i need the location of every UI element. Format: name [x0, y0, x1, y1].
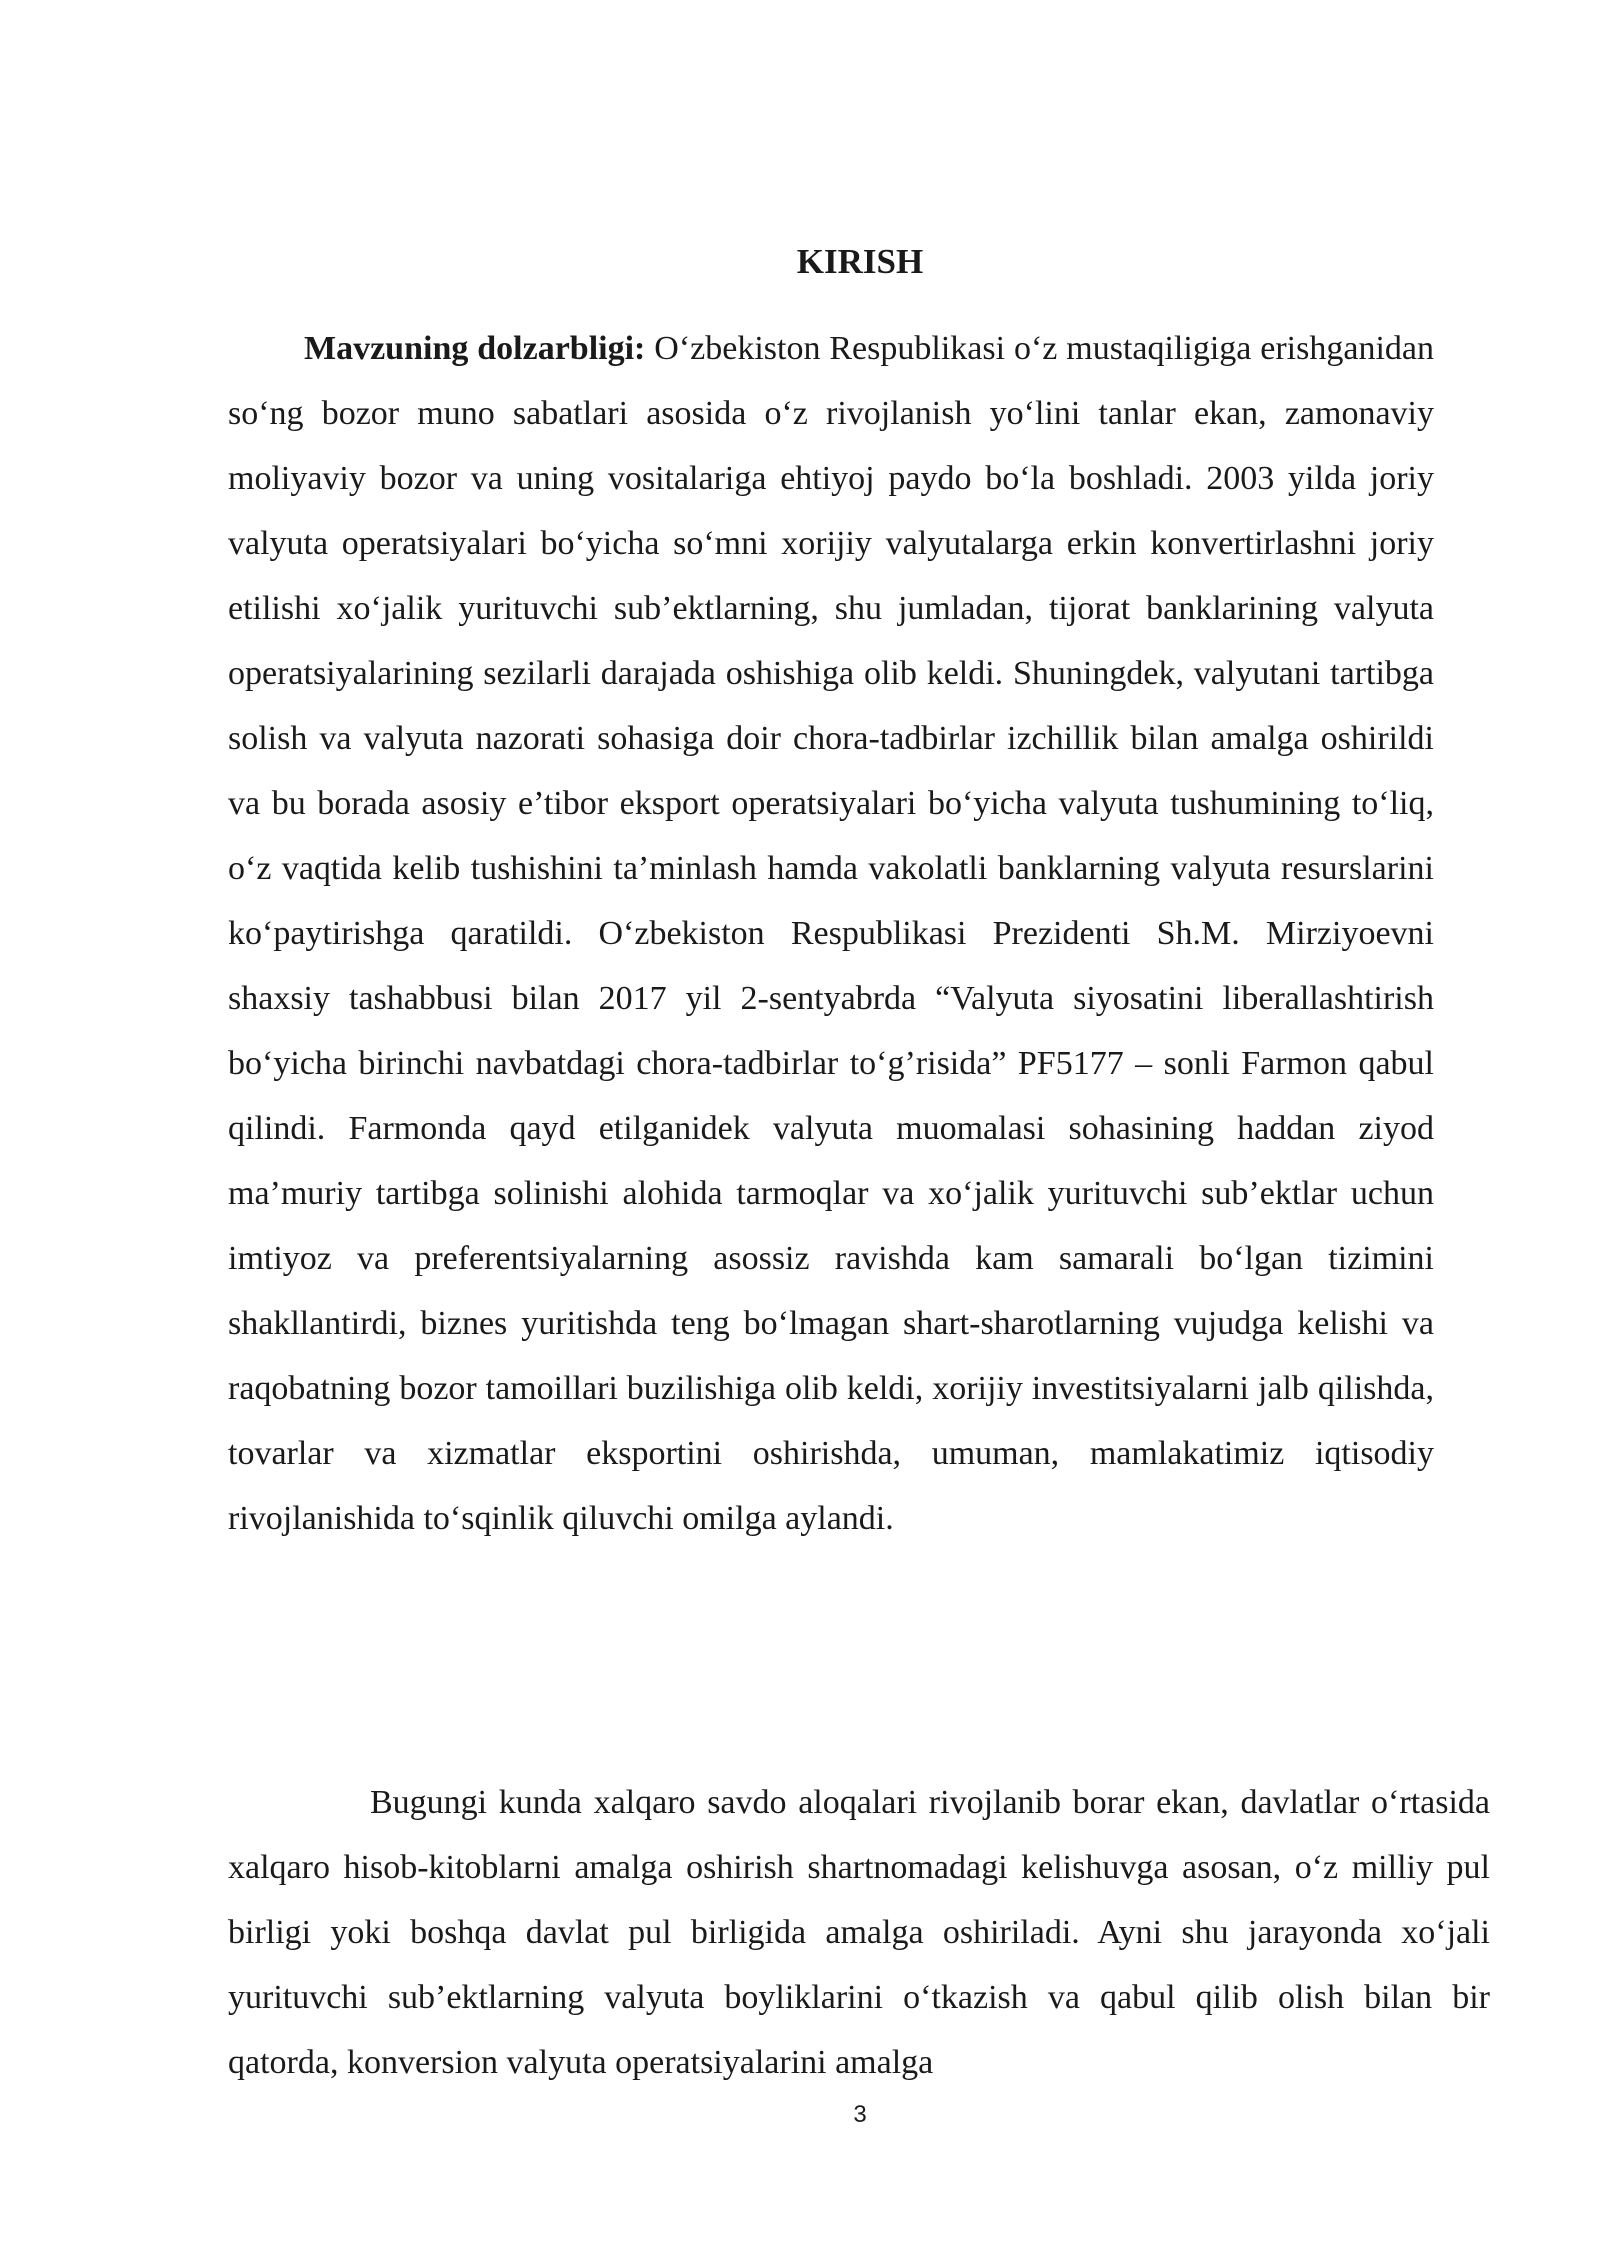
- paragraph-text: Bugungi kunda xalqaro savdo aloqalari rivojlanib borar ekan, davlatlar o‘rtasida xalqaro hisob-kitoblarni amalga oshirish shartnomadagi kelishuvga asosan, o‘z milliy pul birligi yoki boshqa davlat pul birligida amalga oshiriladi. Ayni shu jarayonda xo‘jali yurituvchi sub’ektlarning valyuta boyliklarini o‘tkazish va qabul qilib olish bilan bir qatorda, konversion valyuta operatsiyalarini amalga: [228, 1784, 1490, 2081]
- paragraph-lead: Mavzuning dolzarbligi:: [304, 330, 646, 367]
- paragraph-text: O‘zbekiston Respublikasi o‘z mustaqiligiga erishganidan so‘ng bozor muno sabatlari asosida o‘z rivojlanish yo‘lini tanlar ekan, zamonaviy moliyaviy bozor va uning vositalariga ehtiyoj paydo bo‘la boshladi. 2003 yilda joriy valyuta operatsiyalari bo‘yicha so‘mni xorijiy valyutalarga erkin konvertirlashni joriy etilishi xo‘jalik yurituvchi sub’ektlarning, shu jumladan, tijorat banklarining valyuta operatsiyalarining sezilarli darajada oshishiga olib keldi. Shuningdek, valyutani tartibga solish va valyuta nazorati sohasiga doir chora-tadbirlar izchillik bilan amalga oshirildi va bu borada asosiy e’tibor eksport operatsiyalari bo‘yicha valyuta tushumining to‘liq, o‘z vaqtida kelib tushishini ta’minlash hamda vakolatli banklarning valyuta resurslarini ko‘paytirishga qaratildi. O‘zbekiston Respublikasi Prezidenti Sh.M. Mirziyoevni shaxsiy tashabbusi bilan 2017 yil 2-sentyabrda “Valyuta siyosatini liberallashtirish bo‘yicha birinchi navbatdagi chora-tadbirlar to‘g’risida” PF5177 – sonli Farmon qabul qilindi. Farmonda qayd etilganidek valyuta muomalasi sohasining haddan ziyod ma’muriy tartibga solinishi alohida tarmoqlar va xo‘jalik yurituvchi sub’ektlar uchun imtiyoz va preferentsiyalarning asossiz ravishda kam samarali bo‘lgan tizimini shakllantirdi, biznes yuritishda teng bo‘lmagan shart-sharotlarning vujudga kelishi va raqobatning bozor tamoillari buzilishiga olib keldi, xorijiy investitsiyalarni jalb qilishda, tovarlar va xizmatlar eksportini oshirishda, umuman, mamlakatimiz iqtisodiy rivojlanishida to‘sqinlik qiluvchi omilga aylandi.: [228, 330, 1434, 1537]
- page-number: 3: [853, 2101, 867, 2128]
- section-heading: KIRISH: [796, 242, 924, 281]
- paragraph-international-trade: [228, 1770, 1490, 2095]
- paragraph-relevance: [228, 316, 1434, 1551]
